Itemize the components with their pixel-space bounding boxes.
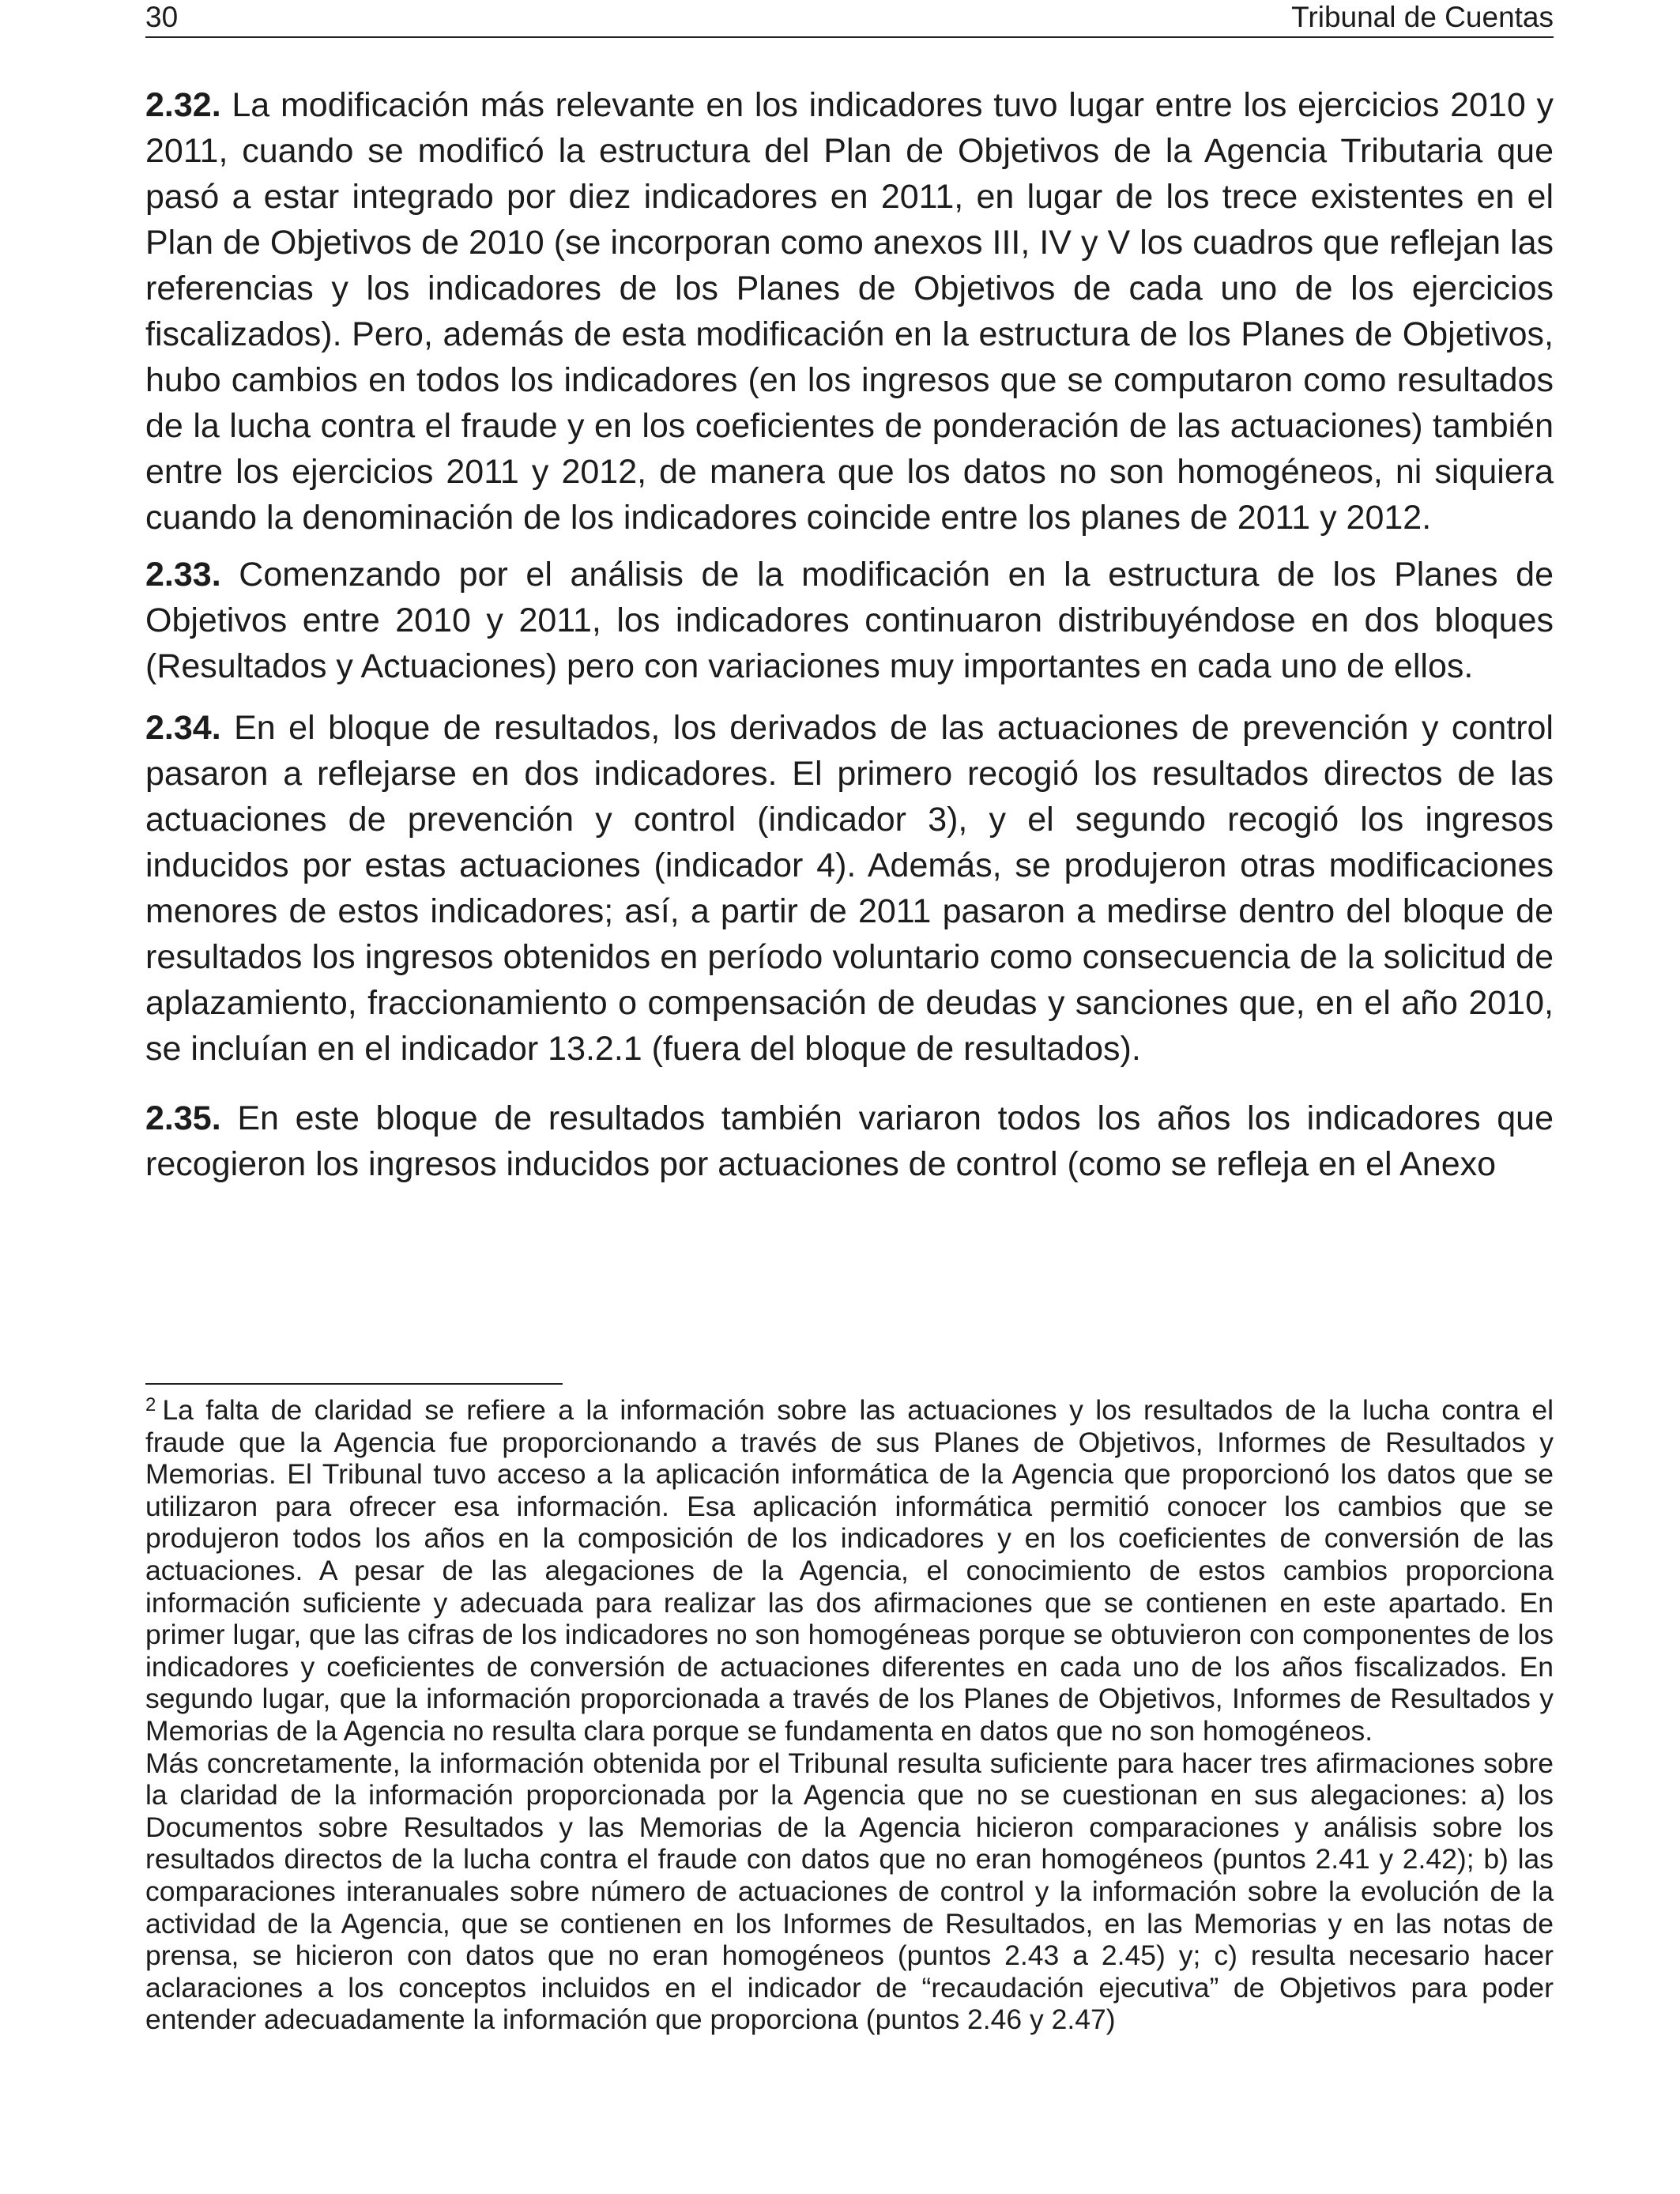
paragraph-text: En el bloque de resultados, los derivados de las actuaciones de prevención y control pasaron a reflejarse en dos indicadores. El primero recogió los resultados directos de las actuaciones de prevención y control (indicador 3), y el segundo recogió los ingresos inducidos por estas actuaciones (indicador 4). Además, se produjeron otras modificaciones menores de estos indicadores; así, a partir de 2011 pasaron a medirse dentro del bloque de resultados los ingresos obtenidos en período voluntario como consecuencia de la solicitud de aplazamiento, fraccionamiento o compensación de deudas y sanciones que, en el año 2010, se incluían en el indicador 13.2.1 (fuera del bloque de resultados).: [145, 709, 1554, 1068]
page-number: 30: [145, 1, 179, 33]
footnote: [145, 1394, 1554, 2036]
paragraph-text: En este bloque de resultados también variaron todos los años los indicadores que recogieron los ingresos inducidos por actuaciones de control (como se refleja en el Anexo: [145, 1099, 1554, 1183]
paragraph-number: 2.32.: [145, 86, 221, 124]
body-text: [145, 82, 1554, 1201]
paragraph-2-34: [145, 705, 1554, 1072]
paragraph-number: 2.34.: [145, 709, 221, 747]
footnote-separator: [145, 1383, 563, 1385]
footnote-text-2: Más concretamente, la información obtenida por el Tribunal resulta suficiente para hacer tres afirmaciones sobre la claridad de la información proporcionada por la Agencia que no se cuestionan en sus alegaciones: a) los Documentos sobre Resultados y las Memorias de la Agencia hicieron comparaciones y análisis sobre los resultados directos de la lucha contra el fraude con datos que no eran homogéneos (puntos 2.41 y 2.42); b) las comparaciones interanuales sobre número de actuaciones de control y la información sobre la evolución de la actividad de la Agencia, que se contienen en los Informes de Resultados, en las Memorias y en las notas de prensa, se hicieron con datos que no eran homogéneos (puntos 2.43 a 2.45) y; c) resulta necesario hacer aclaraciones a los conceptos incluidos en el indicador de “recaudación ejecutiva” de Objetivos para poder entender adecuadamente la información que proporciona (puntos 2.46 y 2.47): [145, 1747, 1554, 2036]
footnote-paragraph-1: [145, 1394, 1554, 1747]
paragraph-2-33: [145, 552, 1554, 689]
page-header: [145, 0, 1554, 38]
running-title: Tribunal de Cuentas: [1291, 1, 1554, 33]
paragraph-2-32: [145, 82, 1554, 541]
footnote-text-1: La falta de claridad se refiere a la información sobre las actuaciones y los resultados de la lucha contra el fraude que la Agencia fue proporcionando a través de sus Planes de Objetivos, Informes de Resultados y Memorias. El Tribunal tuvo acceso a la aplicación informática de la Agencia que proporcionó los datos que se utilizaron para ofrecer esa información. Esa aplicación informática permitió conocer los cambios que se produjeron todos los años en la composición de los indicadores y en los coeficientes de conversión de las actuaciones. A pesar de las alegaciones de la Agencia, el conocimiento de estos cambios proporciona información suficiente y adecuada para realizar las dos afirmaciones que se contienen en este apartado. En primer lugar, que las cifras de los indicadores no son homogéneas porque se obtuvieron con componentes de los indicadores y coeficientes de conversión de actuaciones diferentes en cada uno de los años fiscalizados. En segundo lugar, que la información proporcionada a través de los Planes de Objetivos, Informes de Resultados y Memorias de la Agencia no resulta clara porque se fundamenta en datos que no son homogéneos.: [145, 1394, 1554, 1747]
paragraph-text: La modificación más relevante en los indicadores tuvo lugar entre los ejercicios 2010 y 2011, cuando se modificó la estructura del Plan de Objetivos de la Agencia Tributaria que pasó a estar integrado por diez indicadores en 2011, en lugar de los trece existentes en el Plan de Objetivos de 2010 (se incorporan como anexos III, IV y V los cuadros que reflejan las referencias y los indicadores de los Planes de Objetivos de cada uno de los ejercicios fiscalizados). Pero, además de esta modificación en la estructura de los Planes de Objetivos, hubo cambios en todos los indicadores (en los ingresos que se computaron como resultados de la lucha contra el fraude y en los coeficientes de ponderación de las actuaciones) también entre los ejercicios 2011 y 2012, de manera que los datos no son homogéneos, ni siquiera cuando la denominación de los indicadores coincide entre los planes de 2011 y 2012.: [145, 86, 1554, 537]
paragraph-2-35: [145, 1095, 1554, 1187]
paragraph-number: 2.35.: [145, 1099, 221, 1137]
footnote-marker: 2: [145, 1394, 156, 1416]
paragraph-number: 2.33.: [145, 556, 221, 594]
footnote-paragraph-2: [145, 1747, 1554, 2036]
paragraph-text: Comenzando por el análisis de la modificación en la estructura de los Planes de Objetivos entre 2010 y 2011, los indicadores continuaron distribuyéndose en dos bloques (Resultados y Actuaciones) pero con variaciones muy importantes en cada uno de ellos.: [145, 556, 1554, 685]
